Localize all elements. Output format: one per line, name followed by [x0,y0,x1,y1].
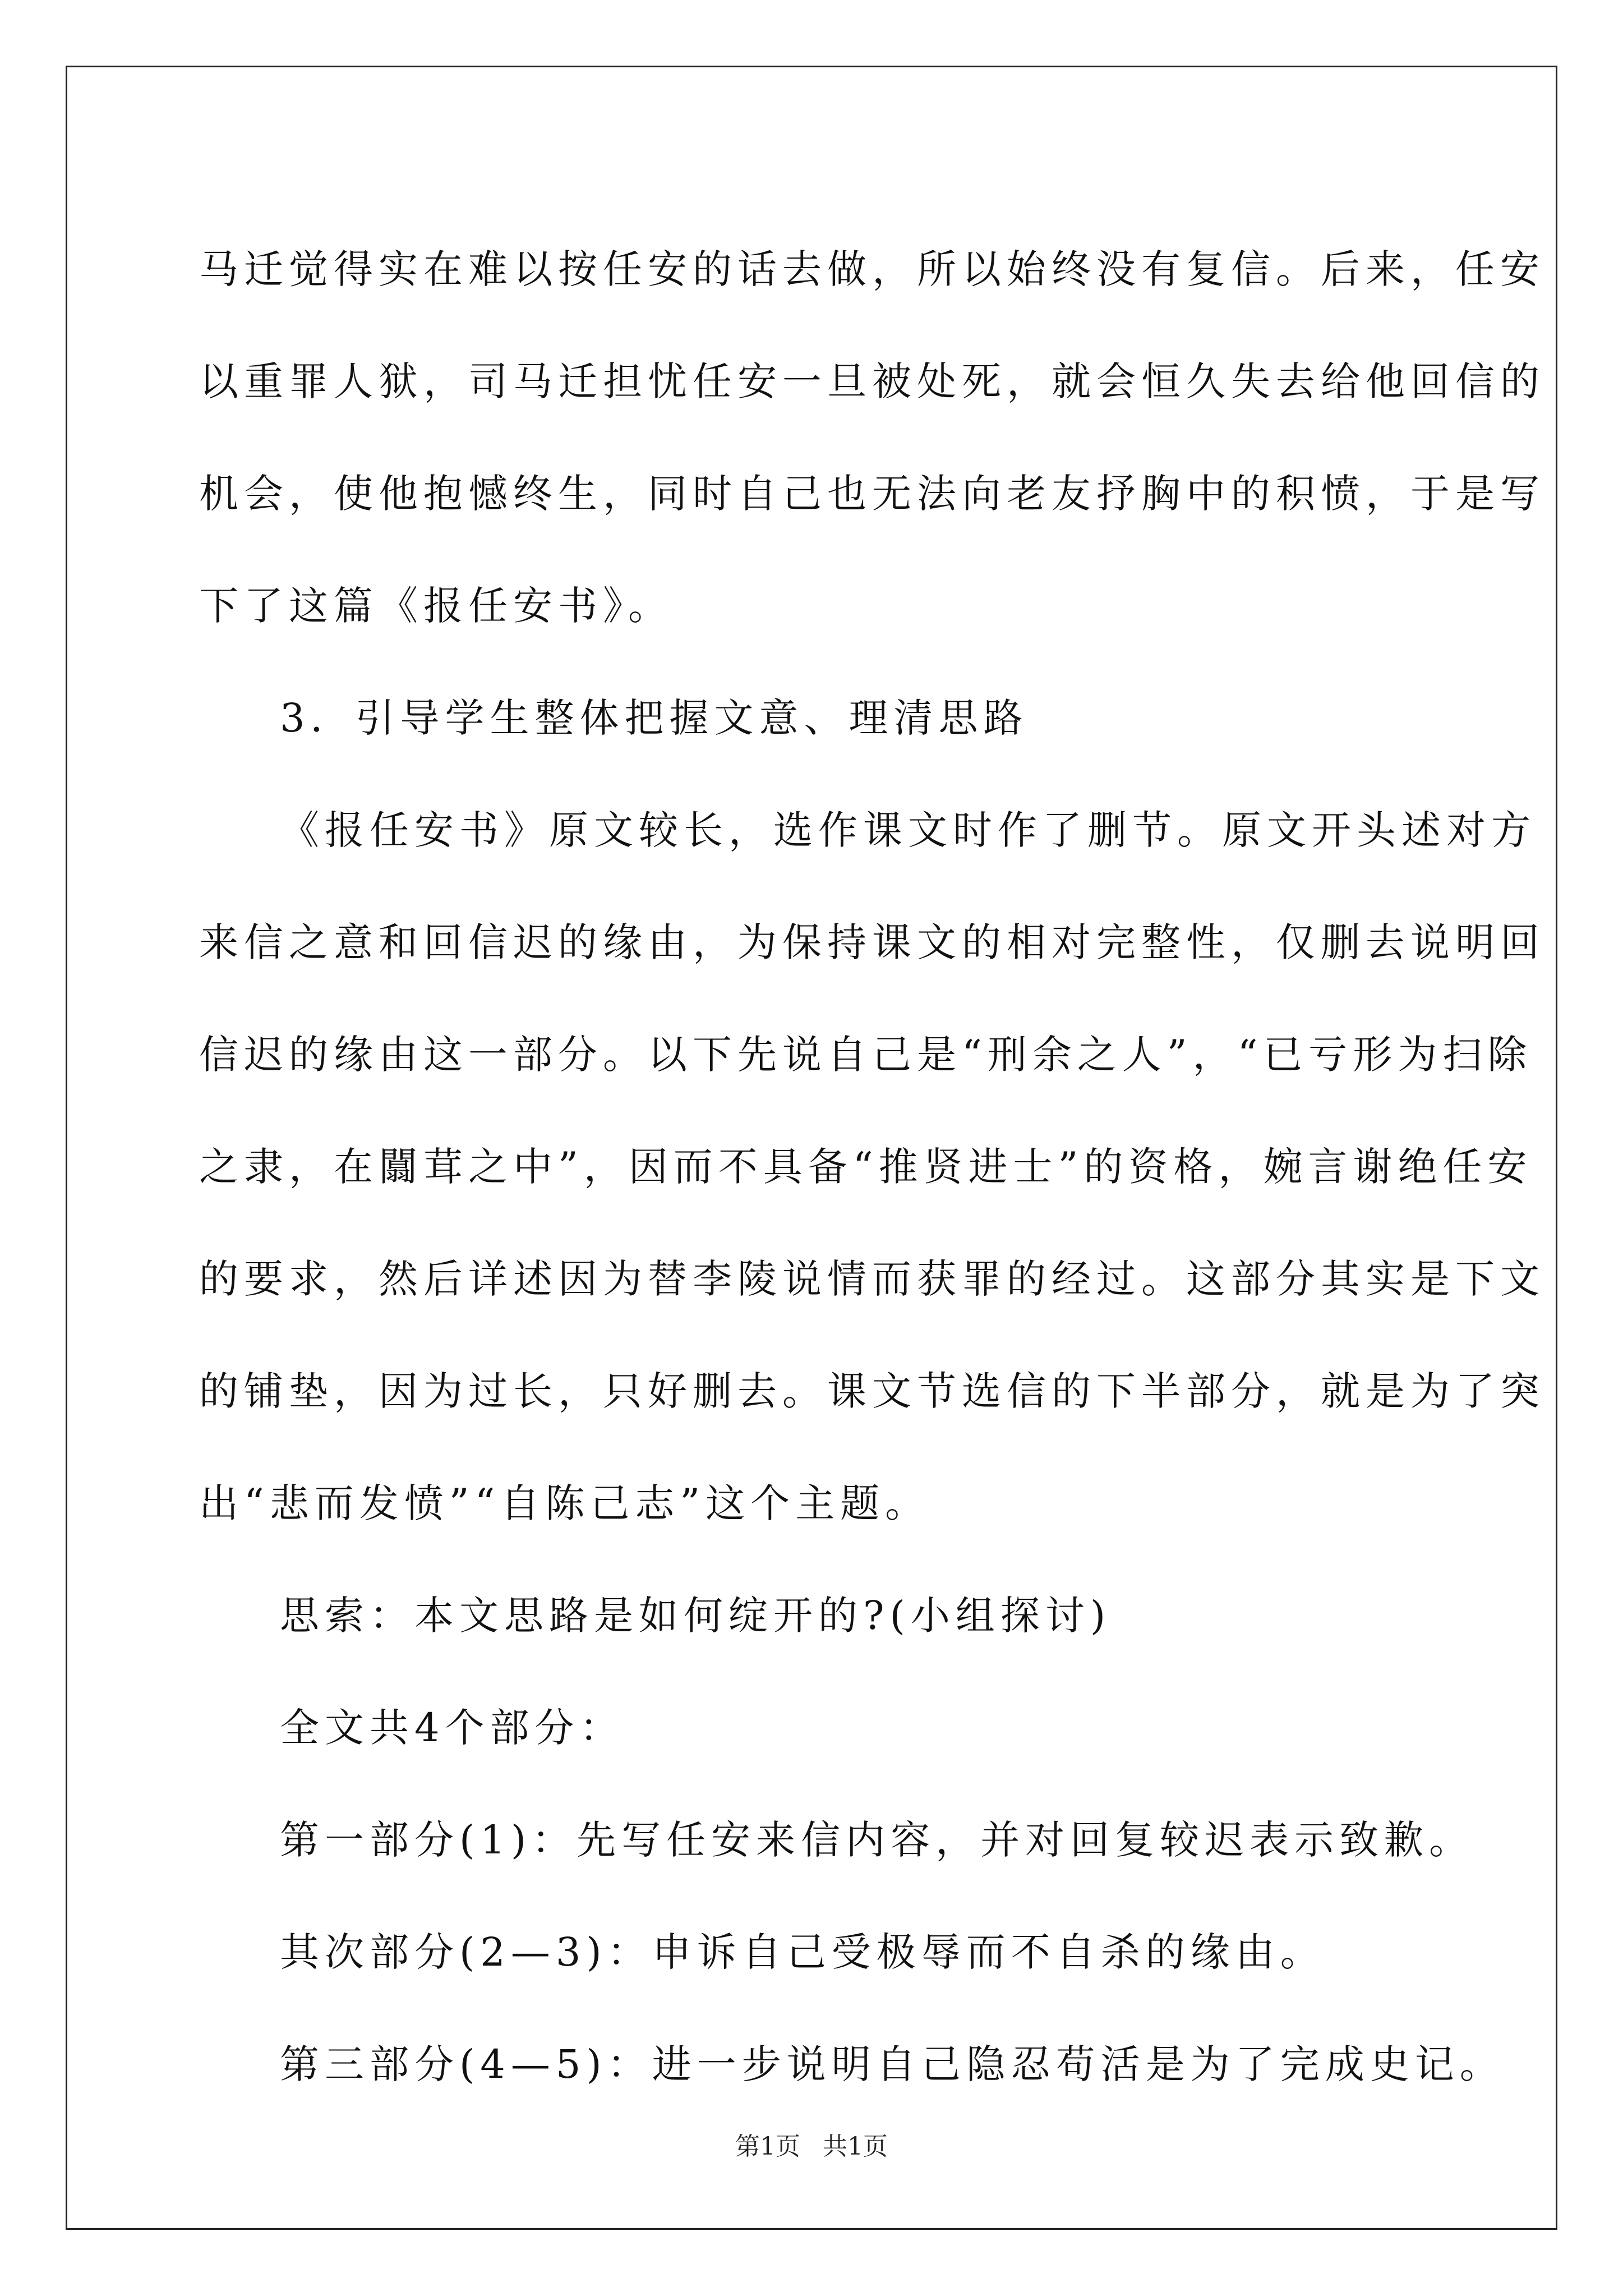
paragraph-line: 以重罪人狱，司马迁担忧任安一旦被处死，就会恒久失去给他回信的 [199,358,1545,404]
list-item: 第三部分(4—5)：进一步说明自己隐忍苟活是为了完成史记。 [280,2041,1505,2087]
document-body [199,213,1545,2120]
page-number: 第1页 [735,2132,800,2161]
paragraph-line: 下了这篇《报任安书》。 [199,583,673,629]
paragraph-line: 出“悲而发愤”“自陈己志”这个主题。 [199,1480,930,1526]
question-line: 思索：本文思路是如何绽开的?(小组探讨) [280,1593,1112,1639]
paragraph-line: 的铺垫，因为过长，只好删去。课文节选信的下半部分，就是为了突 [199,1368,1545,1414]
list-item: 第一部分(1)：先写任安来信内容，并对回复较迟表示致歉。 [280,1817,1474,1863]
paragraph-line: 来信之意和回信迟的缘由，为保持课文的相对完整性，仅删去说明回 [199,919,1545,965]
paragraph-line: 的要求，然后详述因为替李陵说情而获罪的经过。这部分其实是下文 [199,1256,1545,1302]
paragraph-line: 马迁觉得实在难以按任安的话去做，所以始终没有复信。后来，任安 [199,246,1545,292]
page-footer [0,2126,1623,2162]
list-item: 其次部分(2—3)：申诉自己受极辱而不自杀的缘由。 [280,1929,1325,1975]
total-pages: 共1页 [823,2132,888,2161]
paragraph-line: 机会，使他抱憾终生，同时自己也无法向老友抒胸中的积愤，于是写 [199,471,1545,517]
paragraph-line: 全文共4个部分： [280,1705,625,1751]
paragraph-line: 信迟的缘由这一部分。以下先说自己是“刑余之人”，“已亏形为扫除 [199,1032,1533,1078]
paragraph-line: 《报任安书》原文较长，选作课文时作了删节。原文开头述对方 [280,807,1536,853]
section-heading: 3．引导学生整体把握文意、理清思路 [280,695,1029,741]
paragraph-line: 之隶，在闒茸之中”，因而不具备“推贤进士”的资格，婉言谢绝任安 [199,1144,1533,1190]
